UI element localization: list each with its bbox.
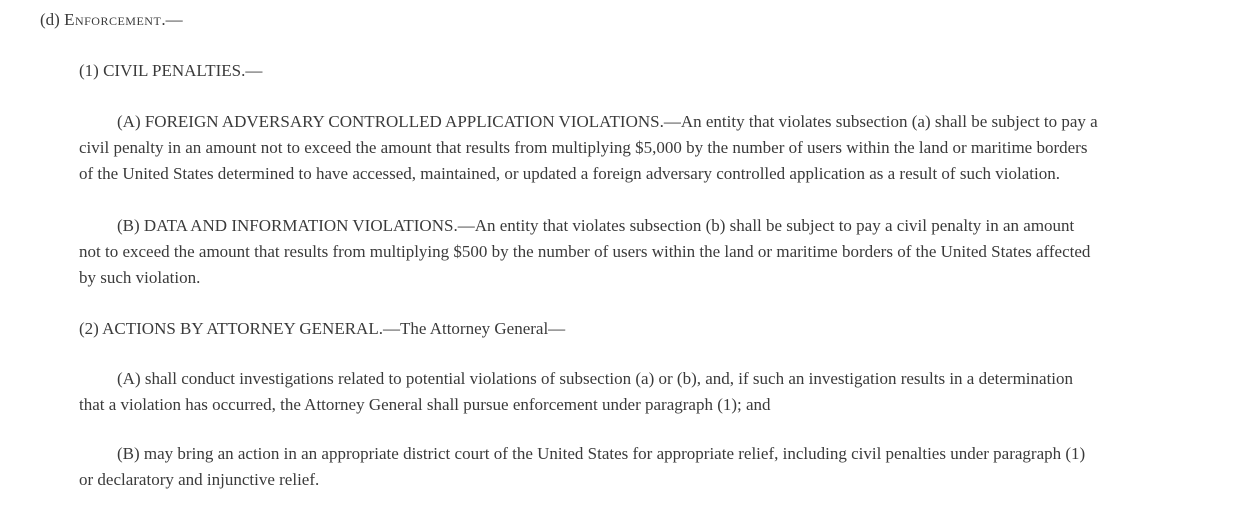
subparagraph-2A [79,366,1229,418]
subparagraph-1B-first-line [79,213,1229,239]
subparagraph-1A [79,109,1229,187]
subparagraph-1B-text-start: —An entity that violates subsection (b) shall be subject to pay a civil penalty in an amount [457,216,1075,235]
subsection-d-designation: (d) [40,10,65,29]
subparagraph-2B [79,441,1229,493]
paragraph-2-title: (2) ACTIONS BY ATTORNEY GENERAL. [79,319,383,338]
subparagraph-1A-text-start: —An entity that violates subsection (a) shall be subject to pay a [663,112,1098,131]
paragraph-2-heading [79,316,565,342]
subparagraph-1A-heading: (A) FOREIGN ADVERSARY CONTROLLED APPLICATION VIOLATIONS. [117,112,664,131]
paragraph-2-text: —The Attorney General— [382,319,566,338]
subparagraph-1A-line-2: civil penalty in an amount not to exceed the amount that results from multiplying $5,000 by the number of users within the land or maritime borders [79,138,1088,157]
subparagraph-1B-line-2: not to exceed the amount that results from multiplying $500 by the number of users within the land or maritime borders of the United States affected [79,242,1091,261]
subparagraph-2A-line-2: that a violation has occurred, the Attorney General shall pursue enforcement under paragraph (1); and [79,395,771,414]
subparagraph-1A-line-3: of the United States determined to have accessed, maintained, or updated a foreign adversary controlled application as a result of such violation. [79,164,1060,183]
subsection-d-dash: .— [161,10,183,29]
subparagraph-2B-line-1: (B) may bring an action in an appropriate district court of the United States for appropriate relief, including civil penalties under paragraph (1) [117,444,1086,463]
subparagraph-1B [79,213,1229,291]
subsection-d-title: Enforcement [64,10,162,29]
subparagraph-2B-line-2: or declaratory and injunctive relief. [79,470,320,489]
subparagraph-1B-line-3: by such violation. [79,268,201,287]
subparagraph-1A-first-line [79,109,1229,135]
subparagraph-2A-line-1: (A) shall conduct investigations related to potential violations of subsection (a) or (b), and, if such an investigation results in a determination [117,369,1074,388]
subparagraph-1B-heading: (B) DATA AND INFORMATION VIOLATIONS. [117,216,458,235]
subsection-d-heading [40,7,183,33]
paragraph-1-heading: (1) CIVIL PENALTIES.— [79,61,263,80]
